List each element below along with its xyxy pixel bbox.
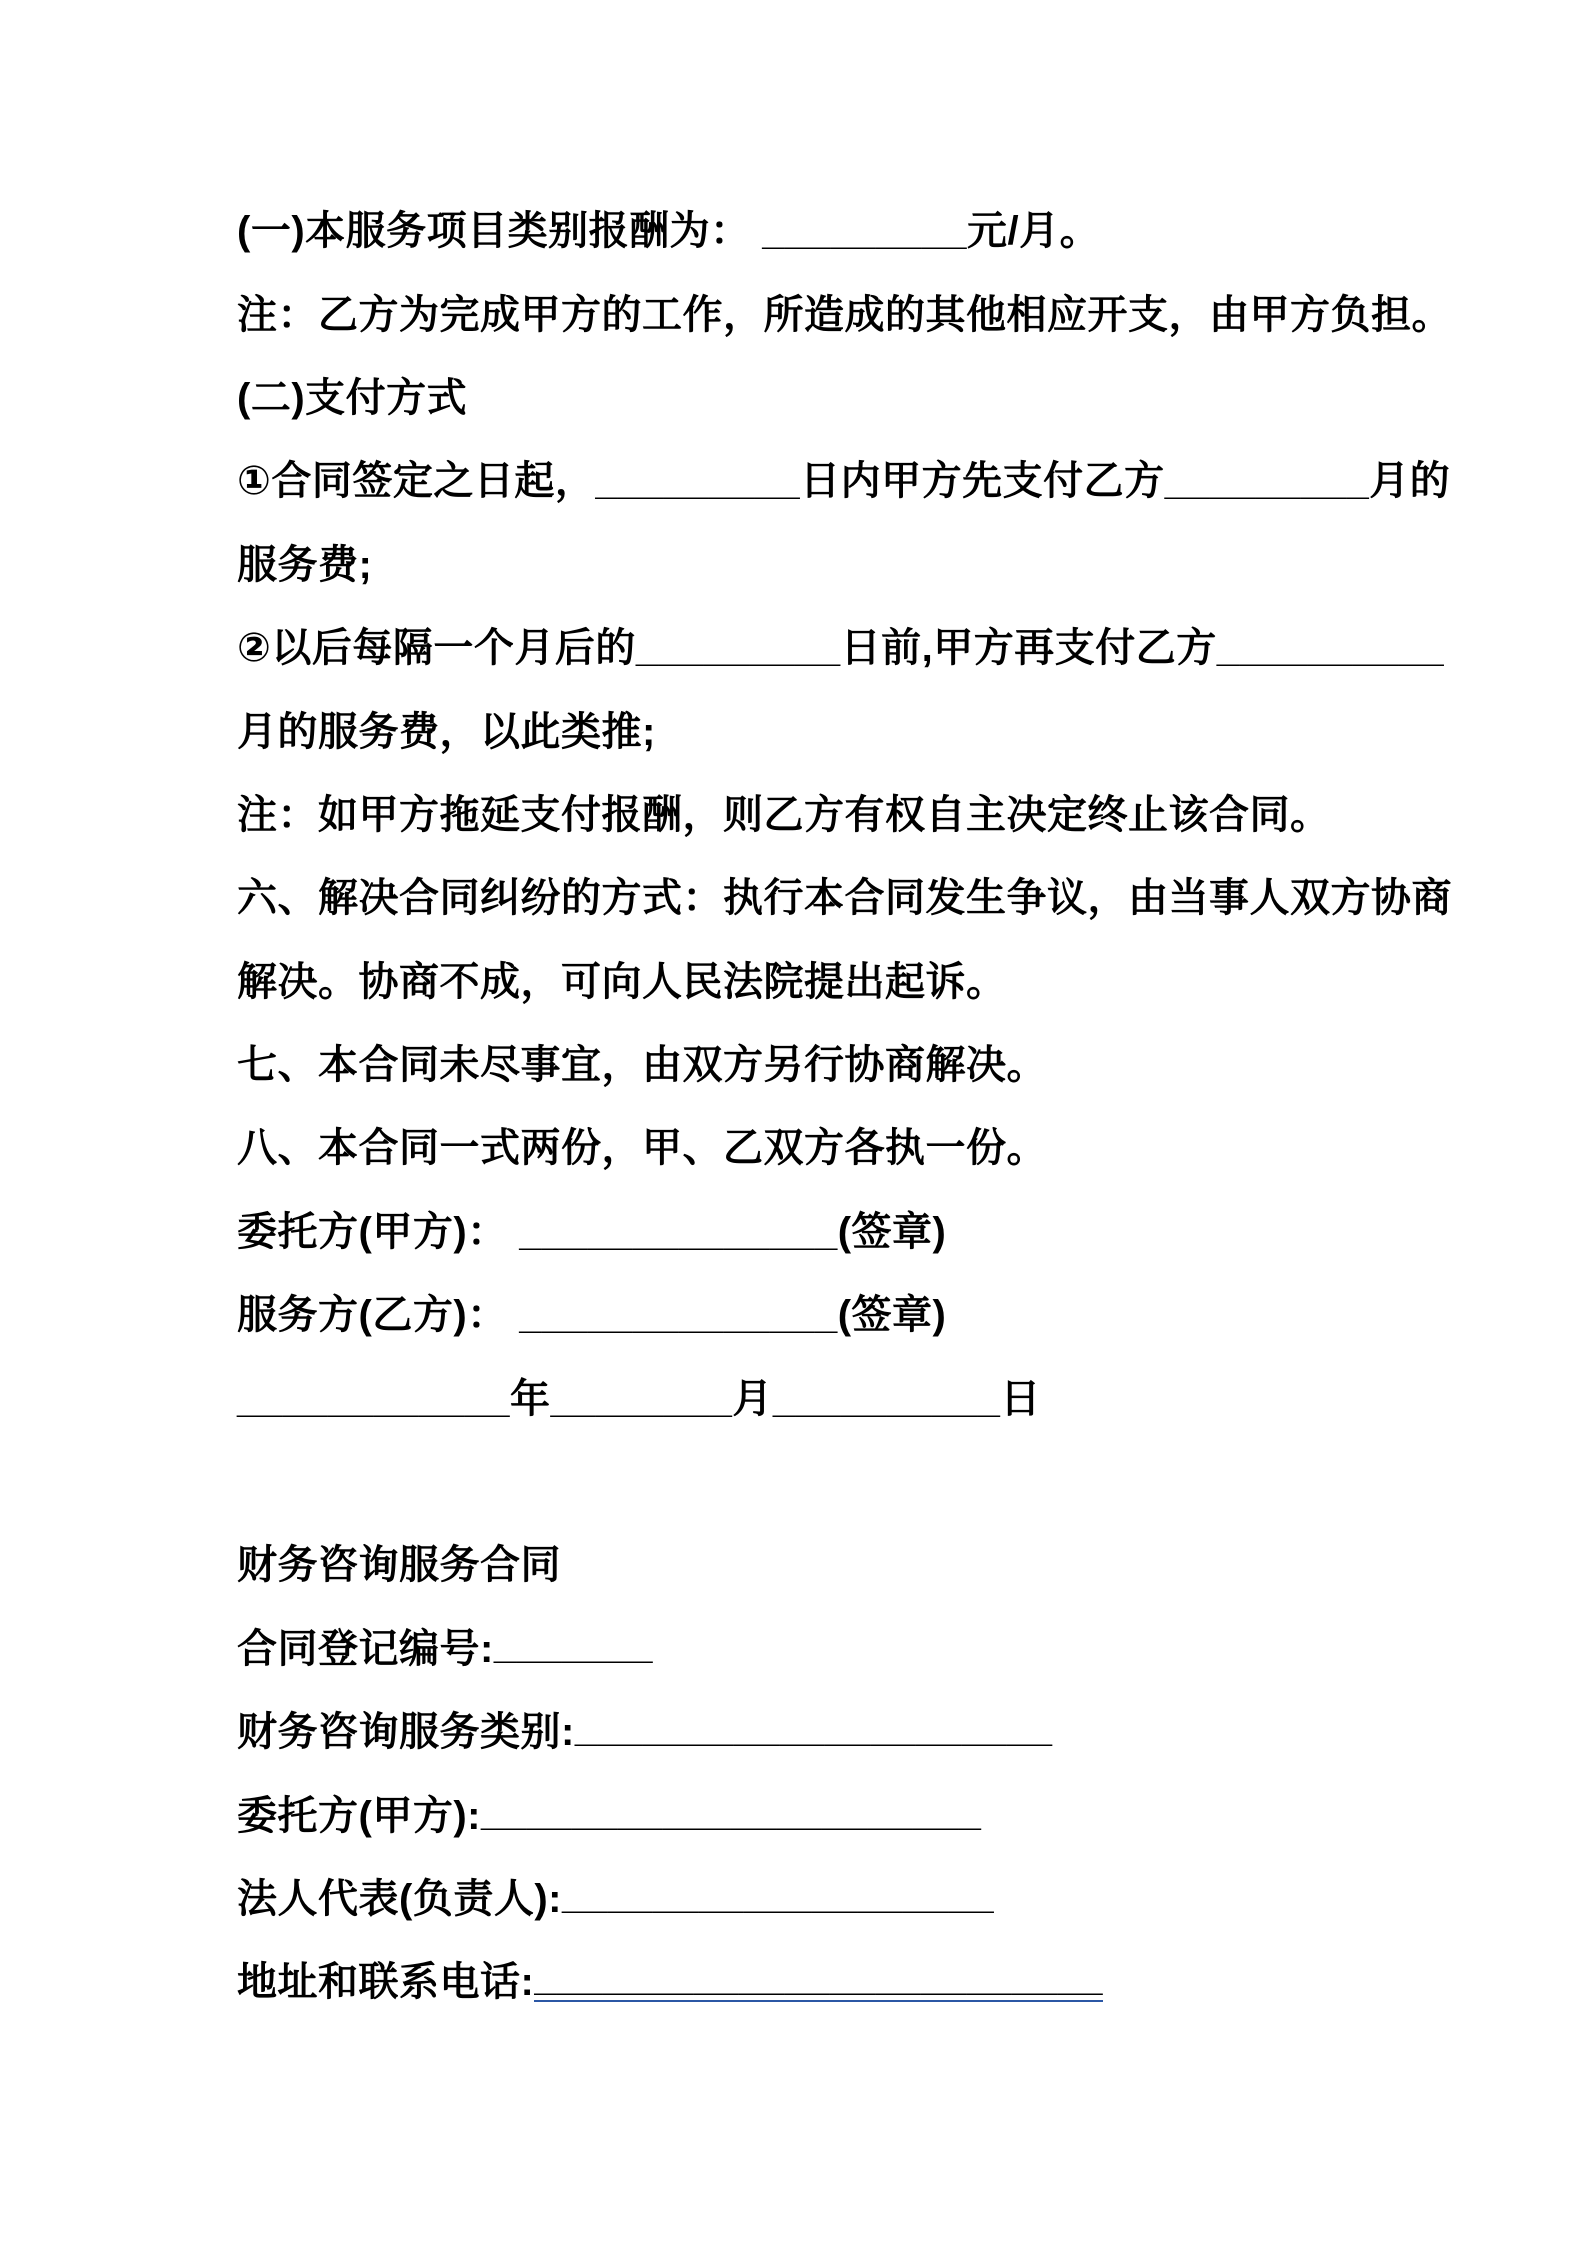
clause-line-recurring-payment: ②以后每隔一个月后的_________日前,甲方再支付乙方__________: [237, 626, 1445, 671]
clause-line-dispute: 六、解决合同纠纷的方式：执行本合同发生争议，由当事人双方协商: [237, 876, 1452, 921]
field-contract-number: [237, 1604, 1517, 1687]
field-address-phone: [237, 1937, 1517, 2020]
section-gap: [237, 1437, 1517, 1520]
clause-line-dispute-wrap: 解决。协商不成，可向人民法院提出起诉。: [237, 959, 1007, 1004]
signature-line-party-b: 服务方(乙方)： ______________(签章): [237, 1293, 947, 1338]
field-legal-representative: [237, 1854, 1517, 1937]
document-body: [237, 186, 1517, 2021]
field-contract-number-label: 合同登记编号:: [237, 1626, 494, 1671]
field-service-category-label: 财务咨询服务类别:: [237, 1710, 575, 1755]
clause-line-first-payment: ①合同签定之日起，_________日内甲方先支付乙方_________月的: [237, 459, 1451, 504]
date-line: ____________年________月__________日: [237, 1376, 1041, 1421]
field-address-phone-blank: _________________________: [534, 1955, 1103, 2002]
field-client-party-a: [237, 1770, 1517, 1853]
clause-line-unfinished-matters: 七、本合同未尽事宜，由双方另行协商解决。: [237, 1043, 1047, 1088]
field-client-party-a-blank: ______________________: [480, 1789, 982, 1834]
signature-line-party-a: 委托方(甲方)： ______________(签章): [237, 1209, 947, 1254]
clause-line-recurring-payment-wrap: 月的服务费，以此类推;: [237, 709, 656, 754]
clause-line-payment-method: (二)支付方式: [237, 375, 468, 420]
field-service-category-blank: _____________________: [574, 1706, 1053, 1751]
contract-title: 财务咨询服务合同: [237, 1543, 561, 1588]
clause-line-reward: (一)本服务项目类别报酬为： _________元/月。: [237, 209, 1101, 254]
field-contract-number-blank: _______: [493, 1622, 654, 1667]
field-service-category: [237, 1687, 1517, 1770]
field-address-phone-label: 地址和联系电话:: [237, 1960, 535, 2005]
field-client-party-a-label: 委托方(甲方):: [237, 1793, 481, 1838]
clause-line-copies: 八、本合同一式两份，甲、乙双方各执一份。: [237, 1126, 1047, 1171]
field-legal-representative-blank: ___________________: [561, 1873, 995, 1917]
clause-line-note-delay: 注：如甲方拖延支付报酬，则乙方有权自主决定终止该合同。: [237, 792, 1331, 837]
clause-line-service-fee: 服务费;: [237, 542, 373, 587]
clause-line-note-expenses: 注：乙方为完成甲方的工作，所造成的其他相应开支，由甲方负担。: [237, 292, 1452, 337]
field-legal-representative-label: 法人代表(负责人):: [237, 1877, 562, 1921]
